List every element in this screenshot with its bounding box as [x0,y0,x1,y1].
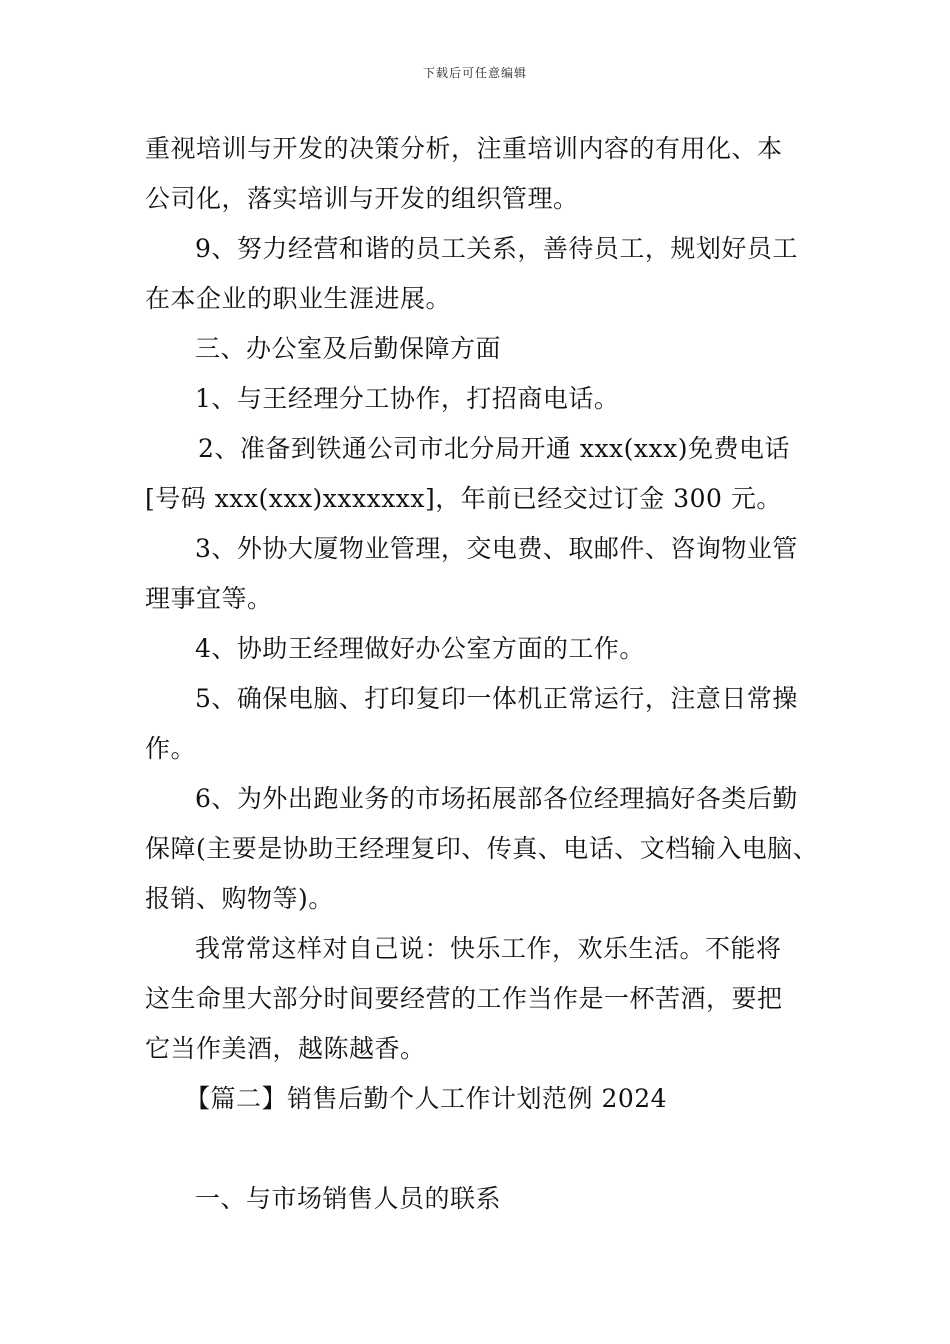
document-body [145,124,820,1224]
text-line: 理事宜等。 [145,584,273,613]
text-line: 1、与王经理分工协作，打招商电话。 [195,384,620,413]
text-line: 作。 [145,734,197,763]
text-line: 公司化，落实培训与开发的组织管理。 [145,184,579,213]
text-line: 报销、购物等)。 [145,884,334,913]
text-line: 这生命里大部分时间要经营的工作当作是一杯苦酒，要把 [145,984,783,1013]
text-line: 5、确保电脑、打印复印一体机正常运行，注意日常操 [195,684,798,713]
text-line: [号码 xxx(xxx)xxxxxxx]，年前已经交过订金 300 元。 [145,484,782,513]
text-line: 保障(主要是协助王经理复印、传真、电话、文档输入电脑、 [145,834,819,863]
section-heading: 一、与市场销售人员的联系 [195,1184,502,1213]
blank-line [145,1124,820,1174]
text-line: 我常常这样对自己说：快乐工作，欢乐生活。不能将 [195,934,782,963]
text-line: 3、外协大厦物业管理，交电费、取邮件、咨询物业管 [195,534,798,563]
page-header: 下载后可任意编辑 [422,66,527,80]
text-line: 4、协助王经理做好办公室方面的工作。 [195,634,645,663]
text-line: 它当作美酒，越陈越香。 [145,1034,426,1063]
text-line: 重视培训与开发的决策分析，注重培训内容的有用化、本 [145,134,783,163]
text-line: 在本企业的职业生涯进展。 [145,284,452,313]
text-line: 2、准备到铁通公司市北分局开通 xxx(xxx)免费电话 [198,434,790,463]
text-line: 6、为外出跑业务的市场拓展部各位经理搞好各类后勤 [195,784,798,813]
article-heading: 【篇二】销售后勤个人工作计划范例 2024 [185,1084,668,1113]
section-heading: 三、办公室及后勤保障方面 [195,334,502,363]
text-line: 9、努力经营和谐的员工关系，善待员工，规划好员工 [195,234,798,263]
